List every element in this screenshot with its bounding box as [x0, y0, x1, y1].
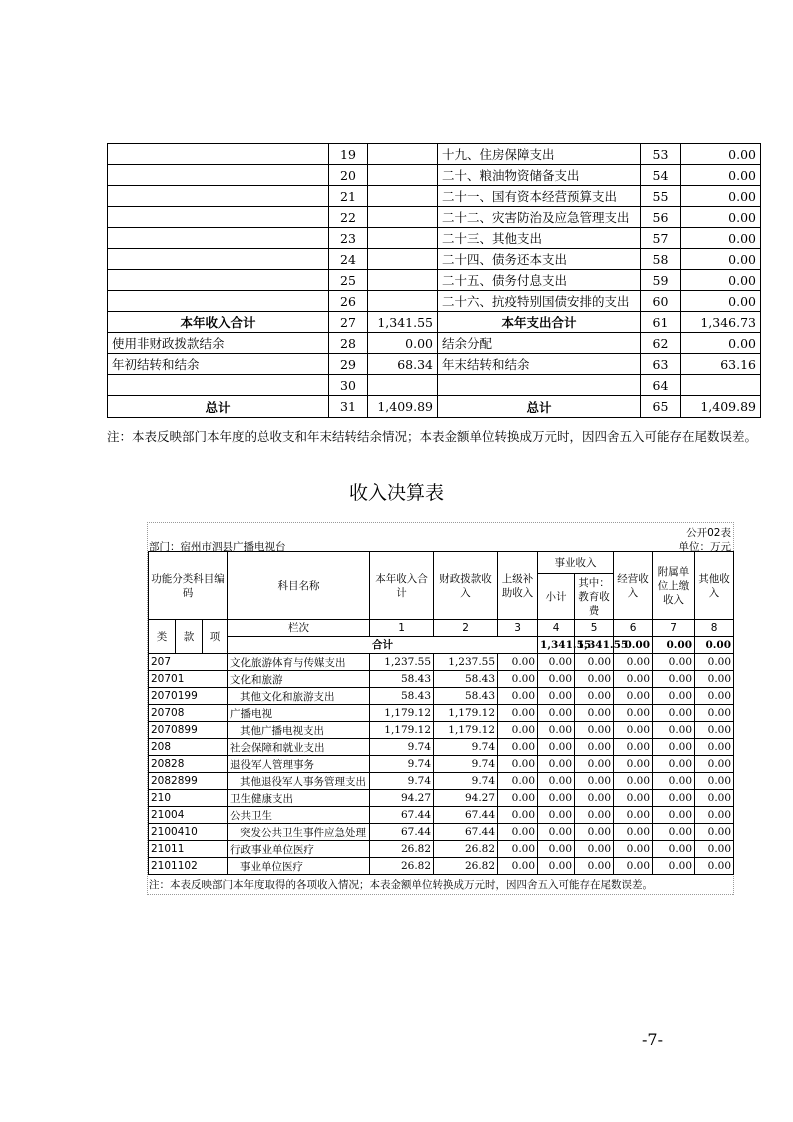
table-cell-left-amt — [368, 375, 438, 396]
table-row — [108, 165, 761, 186]
income-table-note: 注：本表反映部门本年度取得的各项收入情况；本表金额单位转换成万元时，因四舍五入可能存在尾数误差。 — [148, 875, 733, 895]
table-cell-right-amt: 1,409.89 — [681, 396, 761, 418]
amount-cell: 0.00 — [498, 841, 538, 858]
amount-cell: 1,179.12 — [434, 705, 498, 722]
amount-cell: 0.00 — [498, 722, 538, 739]
amount-cell: 0.00 — [538, 807, 575, 824]
subject-name: 文化旅游体育与传媒支出 — [228, 654, 370, 671]
subject-code: 207 — [149, 654, 228, 671]
amount-cell: 0.00 — [653, 756, 695, 773]
table-row — [108, 270, 761, 291]
header-superior-subsidy: 上级补助收入 — [498, 552, 538, 620]
subject-name: 突发公共卫生事件应急处理 — [228, 824, 370, 841]
subject-name: 事业单位医疗 — [228, 858, 370, 875]
amount-cell: 9.74 — [434, 739, 498, 756]
subject-code: 210 — [149, 790, 228, 807]
header-business-income: 事业收入 — [538, 552, 614, 574]
amount-cell: 0.00 — [498, 807, 538, 824]
table-row — [108, 354, 761, 375]
table-row — [108, 396, 761, 418]
amount-cell: 58.43 — [370, 671, 434, 688]
amount-cell: 26.82 — [370, 858, 434, 875]
amount-cell: 0.00 — [695, 705, 734, 722]
header-func-code: 功能分类科目编码 — [149, 552, 228, 620]
table-cell-right-amt: 0.00 — [681, 165, 761, 186]
amount-cell: 58.43 — [434, 688, 498, 705]
amount-cell: 0.00 — [538, 756, 575, 773]
amount-cell: 0.00 — [695, 790, 734, 807]
amount-cell: 0.00 — [695, 807, 734, 824]
table-row — [149, 671, 734, 688]
table-row — [149, 773, 734, 790]
amount-cell: 94.27 — [434, 790, 498, 807]
amount-cell: 0.00 — [538, 688, 575, 705]
subject-name: 社会保障和就业支出 — [228, 739, 370, 756]
amount-cell: 0.00 — [498, 824, 538, 841]
table-cell-left-no: 23 — [329, 228, 368, 249]
amount-cell: 0.00 — [538, 722, 575, 739]
header-kuan: 款 — [176, 620, 203, 654]
table-cell-left-label: 总计 — [108, 396, 329, 418]
header-xiang: 项 — [203, 620, 228, 654]
amount-cell: 0.00 — [538, 841, 575, 858]
table-cell-left-label — [108, 270, 329, 291]
amount-cell: 1,179.12 — [370, 722, 434, 739]
amount-cell: 0.00 — [575, 722, 614, 739]
table-cell-right-no: 54 — [641, 165, 681, 186]
table-cell-right-no: 55 — [641, 186, 681, 207]
table-cell-left-no: 22 — [329, 207, 368, 228]
table-cell-right-amt — [681, 375, 761, 396]
amount-cell: 0.00 — [575, 790, 614, 807]
total-value: 0.00 — [653, 637, 695, 654]
amount-cell: 0.00 — [695, 858, 734, 875]
table-row — [149, 705, 734, 722]
total-value: 1,341.55 — [575, 637, 614, 654]
amount-cell: 1,179.12 — [370, 705, 434, 722]
table-cell-left-amt: 68.34 — [368, 354, 438, 375]
income-table-container — [147, 522, 734, 895]
table-cell-left-no: 27 — [329, 312, 368, 333]
table-cell-left-label — [108, 144, 329, 165]
col-num: 2 — [434, 620, 498, 637]
amount-cell: 0.00 — [575, 841, 614, 858]
amount-cell: 9.74 — [370, 773, 434, 790]
table-cell-right-no: 63 — [641, 354, 681, 375]
table-cell-left-label — [108, 249, 329, 270]
subject-code: 21004 — [149, 807, 228, 824]
table-cell-right-label: 十九、住房保障支出 — [438, 144, 641, 165]
subject-code: 2070899 — [149, 722, 228, 739]
table-cell-right-label: 二十五、债务付息支出 — [438, 270, 641, 291]
amount-cell: 58.43 — [370, 688, 434, 705]
subject-name: 公共卫生 — [228, 807, 370, 824]
amount-cell: 0.00 — [498, 756, 538, 773]
amount-cell: 26.82 — [434, 841, 498, 858]
amount-cell: 0.00 — [498, 671, 538, 688]
amount-cell: 9.74 — [434, 756, 498, 773]
table-cell-right-amt: 0.00 — [681, 291, 761, 312]
summary-table-note: 注：本表反映部门本年度的总收支和年末结转结余情况；本表金额单位转换成万元时，因四舍五入可能存在尾数误差。 — [107, 429, 758, 444]
amount-cell: 0.00 — [498, 654, 538, 671]
subject-name: 广播电视 — [228, 705, 370, 722]
subject-name: 文化和旅游 — [228, 671, 370, 688]
header-operating-income: 经营收入 — [614, 552, 653, 620]
amount-cell: 0.00 — [575, 773, 614, 790]
table-row — [108, 333, 761, 354]
header-total-income: 本年收入合计 — [370, 552, 434, 620]
amount-cell: 0.00 — [614, 790, 653, 807]
table-row — [149, 858, 734, 875]
amount-cell: 0.00 — [538, 671, 575, 688]
table-cell-left-amt — [368, 228, 438, 249]
table-cell-left-amt — [368, 291, 438, 312]
amount-cell: 67.44 — [434, 824, 498, 841]
table-cell-right-no: 56 — [641, 207, 681, 228]
subject-code: 21011 — [149, 841, 228, 858]
table-cell-left-amt: 0.00 — [368, 333, 438, 354]
amount-cell: 0.00 — [614, 739, 653, 756]
amount-cell: 0.00 — [614, 671, 653, 688]
subject-code: 2082899 — [149, 773, 228, 790]
table-cell-right-no: 65 — [641, 396, 681, 418]
amount-cell: 0.00 — [695, 722, 734, 739]
table-cell-right-label: 结余分配 — [438, 333, 641, 354]
amount-cell: 67.44 — [434, 807, 498, 824]
table-cell-right-amt: 0.00 — [681, 333, 761, 354]
subject-name: 行政事业单位医疗 — [228, 841, 370, 858]
subject-code: 208 — [149, 739, 228, 756]
amount-cell: 0.00 — [575, 858, 614, 875]
table-cell-left-no: 24 — [329, 249, 368, 270]
amount-cell: 0.00 — [653, 807, 695, 824]
subject-code: 2100410 — [149, 824, 228, 841]
amount-cell: 0.00 — [538, 773, 575, 790]
subject-name: 卫生健康支出 — [228, 790, 370, 807]
header-affiliate-income: 附属单位上缴收入 — [653, 552, 695, 620]
table-row — [108, 312, 761, 333]
amount-cell: 0.00 — [538, 858, 575, 875]
col-num: 5 — [575, 620, 614, 637]
table-cell-right-label: 年末结转和结余 — [438, 354, 641, 375]
amount-cell: 0.00 — [614, 756, 653, 773]
amount-cell: 0.00 — [614, 705, 653, 722]
table-cell-left-label — [108, 375, 329, 396]
amount-cell: 0.00 — [614, 858, 653, 875]
amount-cell: 0.00 — [575, 756, 614, 773]
col-num: 3 — [498, 620, 538, 637]
table-row — [149, 790, 734, 807]
table-cell-left-no: 21 — [329, 186, 368, 207]
table-cell-left-no: 28 — [329, 333, 368, 354]
amount-cell: 0.00 — [653, 858, 695, 875]
table-cell-left-no: 25 — [329, 270, 368, 291]
header-lei: 类 — [149, 620, 176, 654]
amount-cell: 0.00 — [538, 790, 575, 807]
table-cell-left-label: 本年收入合计 — [108, 312, 329, 333]
table-row — [149, 756, 734, 773]
header-fiscal-income: 财政拨款收入 — [434, 552, 498, 620]
department-label: 部门：宿州市泗县广播电视台 — [149, 541, 286, 553]
amount-cell: 67.44 — [370, 824, 434, 841]
amount-cell: 0.00 — [614, 824, 653, 841]
table-cell-left-label — [108, 186, 329, 207]
amount-cell: 0.00 — [653, 824, 695, 841]
table-cell-left-label: 年初结转和结余 — [108, 354, 329, 375]
table-cell-right-label: 二十、粮油物资储备支出 — [438, 165, 641, 186]
amount-cell: 0.00 — [538, 739, 575, 756]
col-num: 6 — [614, 620, 653, 637]
table-cell-right-no: 53 — [641, 144, 681, 165]
amount-cell: 0.00 — [498, 739, 538, 756]
amount-cell: 0.00 — [695, 671, 734, 688]
table-cell-left-label — [108, 228, 329, 249]
amount-cell: 0.00 — [653, 688, 695, 705]
income-table — [148, 551, 734, 875]
amount-cell: 0.00 — [695, 756, 734, 773]
amount-cell: 0.00 — [695, 688, 734, 705]
amount-cell: 0.00 — [653, 671, 695, 688]
amount-cell: 0.00 — [653, 841, 695, 858]
table-cell-right-amt: 0.00 — [681, 249, 761, 270]
table-row — [108, 375, 761, 396]
table-cell-right-amt: 63.16 — [681, 354, 761, 375]
table-cell-left-amt — [368, 249, 438, 270]
amount-cell: 9.74 — [434, 773, 498, 790]
table-cell-right-label: 二十三、其他支出 — [438, 228, 641, 249]
table-cell-right-amt: 0.00 — [681, 144, 761, 165]
table-row — [108, 144, 761, 165]
subject-name: 其他广播电视支出 — [228, 722, 370, 739]
amount-cell: 67.44 — [370, 807, 434, 824]
page-number: -7- — [642, 1030, 663, 1049]
table-cell-right-label: 二十一、国有资本经营预算支出 — [438, 186, 641, 207]
table-row — [149, 841, 734, 858]
amount-cell: 0.00 — [653, 705, 695, 722]
table-row — [149, 824, 734, 841]
amount-cell: 0.00 — [575, 705, 614, 722]
table-cell-left-amt — [368, 144, 438, 165]
amount-cell: 0.00 — [538, 705, 575, 722]
header-other-income: 其他收入 — [695, 552, 734, 620]
amount-cell: 0.00 — [695, 824, 734, 841]
amount-cell: 0.00 — [695, 773, 734, 790]
amount-cell: 0.00 — [498, 773, 538, 790]
table-cell-right-amt: 0.00 — [681, 186, 761, 207]
header-subject: 科目名称 — [228, 552, 370, 620]
amount-cell: 0.00 — [653, 722, 695, 739]
amount-cell: 94.27 — [370, 790, 434, 807]
table-cell-right-no: 58 — [641, 249, 681, 270]
table-cell-right-label: 总计 — [438, 396, 641, 418]
amount-cell: 0.00 — [498, 858, 538, 875]
table-cell-left-amt — [368, 186, 438, 207]
amount-cell: 0.00 — [614, 722, 653, 739]
table-cell-right-no: 57 — [641, 228, 681, 249]
table-cell-left-no: 29 — [329, 354, 368, 375]
table-cell-right-label: 二十四、债务还本支出 — [438, 249, 641, 270]
table-code: 公开02表 — [686, 527, 731, 539]
amount-cell: 0.00 — [695, 841, 734, 858]
total-label: 合计 — [228, 637, 538, 654]
amount-cell: 0.00 — [614, 654, 653, 671]
amount-cell: 0.00 — [653, 654, 695, 671]
amount-cell: 0.00 — [614, 807, 653, 824]
amount-cell: 1,179.12 — [434, 722, 498, 739]
table-cell-right-no: 64 — [641, 375, 681, 396]
table-cell-right-no: 60 — [641, 291, 681, 312]
table-row — [108, 186, 761, 207]
table-row — [149, 722, 734, 739]
table-cell-left-amt: 1,341.55 — [368, 312, 438, 333]
header-lanci: 栏次 — [228, 620, 370, 637]
table-cell-right-no: 59 — [641, 270, 681, 291]
table-cell-right-no: 62 — [641, 333, 681, 354]
table-row — [149, 739, 734, 756]
col-num: 8 — [695, 620, 734, 637]
table-cell-left-no: 31 — [329, 396, 368, 418]
table-cell-right-label: 二十六、抗疫特别国债安排的支出 — [438, 291, 641, 312]
amount-cell: 9.74 — [370, 739, 434, 756]
table-cell-left-label: 使用非财政拨款结余 — [108, 333, 329, 354]
amount-cell: 0.00 — [614, 773, 653, 790]
table-cell-left-no: 30 — [329, 375, 368, 396]
table-cell-left-amt — [368, 207, 438, 228]
amount-cell: 9.74 — [370, 756, 434, 773]
table-cell-right-label: 二十二、灾害防治及应急管理支出 — [438, 207, 641, 228]
subject-code: 20701 — [149, 671, 228, 688]
table-row — [149, 807, 734, 824]
table-cell-right-no: 61 — [641, 312, 681, 333]
amount-cell: 0.00 — [538, 824, 575, 841]
total-value: 0.00 — [695, 637, 734, 654]
subject-code: 2070199 — [149, 688, 228, 705]
table-cell-right-amt: 0.00 — [681, 207, 761, 228]
table-cell-right-amt: 1,346.73 — [681, 312, 761, 333]
total-value: 1,341.55 — [538, 637, 575, 654]
table-row — [149, 688, 734, 705]
amount-cell: 26.82 — [434, 858, 498, 875]
amount-cell: 0.00 — [538, 654, 575, 671]
subject-name: 其他文化和旅游支出 — [228, 688, 370, 705]
table-cell-left-label — [108, 165, 329, 186]
amount-cell: 0.00 — [575, 807, 614, 824]
amount-cell: 26.82 — [370, 841, 434, 858]
subject-code: 20828 — [149, 756, 228, 773]
table-cell-right-label: 本年支出合计 — [438, 312, 641, 333]
subject-code: 2101102 — [149, 858, 228, 875]
table-cell-right-amt: 0.00 — [681, 228, 761, 249]
table-cell-left-no: 20 — [329, 165, 368, 186]
table-row — [108, 228, 761, 249]
amount-cell: 58.43 — [434, 671, 498, 688]
table-row — [108, 291, 761, 312]
table-cell-right-amt: 0.00 — [681, 270, 761, 291]
amount-cell: 0.00 — [614, 841, 653, 858]
summary-table — [107, 143, 761, 418]
subject-name: 退役军人管理事务 — [228, 756, 370, 773]
amount-cell: 0.00 — [498, 705, 538, 722]
amount-cell: 1,237.55 — [370, 654, 434, 671]
table-cell-left-amt — [368, 270, 438, 291]
amount-cell: 1,237.55 — [434, 654, 498, 671]
amount-cell: 0.00 — [575, 688, 614, 705]
income-table-title: 收入决算表 — [348, 482, 444, 504]
table-cell-left-label — [108, 291, 329, 312]
table-row — [108, 207, 761, 228]
header-education-fee: 其中：教育收费 — [575, 574, 614, 620]
col-num: 1 — [370, 620, 434, 637]
table-cell-left-amt: 1,409.89 — [368, 396, 438, 418]
amount-cell: 0.00 — [498, 688, 538, 705]
subject-name: 其他退役军人事务管理支出 — [228, 773, 370, 790]
amount-cell: 0.00 — [653, 790, 695, 807]
amount-cell: 0.00 — [653, 773, 695, 790]
table-cell-left-no: 26 — [329, 291, 368, 312]
col-num: 4 — [538, 620, 575, 637]
table-cell-left-no: 19 — [329, 144, 368, 165]
amount-cell: 0.00 — [575, 654, 614, 671]
amount-cell: 0.00 — [695, 739, 734, 756]
header-subtotal: 小计 — [538, 574, 575, 620]
amount-cell: 0.00 — [695, 654, 734, 671]
table-row — [108, 249, 761, 270]
amount-cell: 0.00 — [575, 824, 614, 841]
amount-cell: 0.00 — [653, 739, 695, 756]
table-cell-left-amt — [368, 165, 438, 186]
amount-cell: 0.00 — [575, 671, 614, 688]
total-value: 0.00 — [614, 637, 653, 654]
amount-cell: 0.00 — [498, 790, 538, 807]
col-num: 7 — [653, 620, 695, 637]
table-cell-right-label — [438, 375, 641, 396]
table-cell-left-label — [108, 207, 329, 228]
amount-cell: 0.00 — [614, 688, 653, 705]
table-row — [149, 654, 734, 671]
amount-cell: 0.00 — [575, 739, 614, 756]
subject-code: 20708 — [149, 705, 228, 722]
unit-label: 单位：万元 — [678, 541, 731, 553]
